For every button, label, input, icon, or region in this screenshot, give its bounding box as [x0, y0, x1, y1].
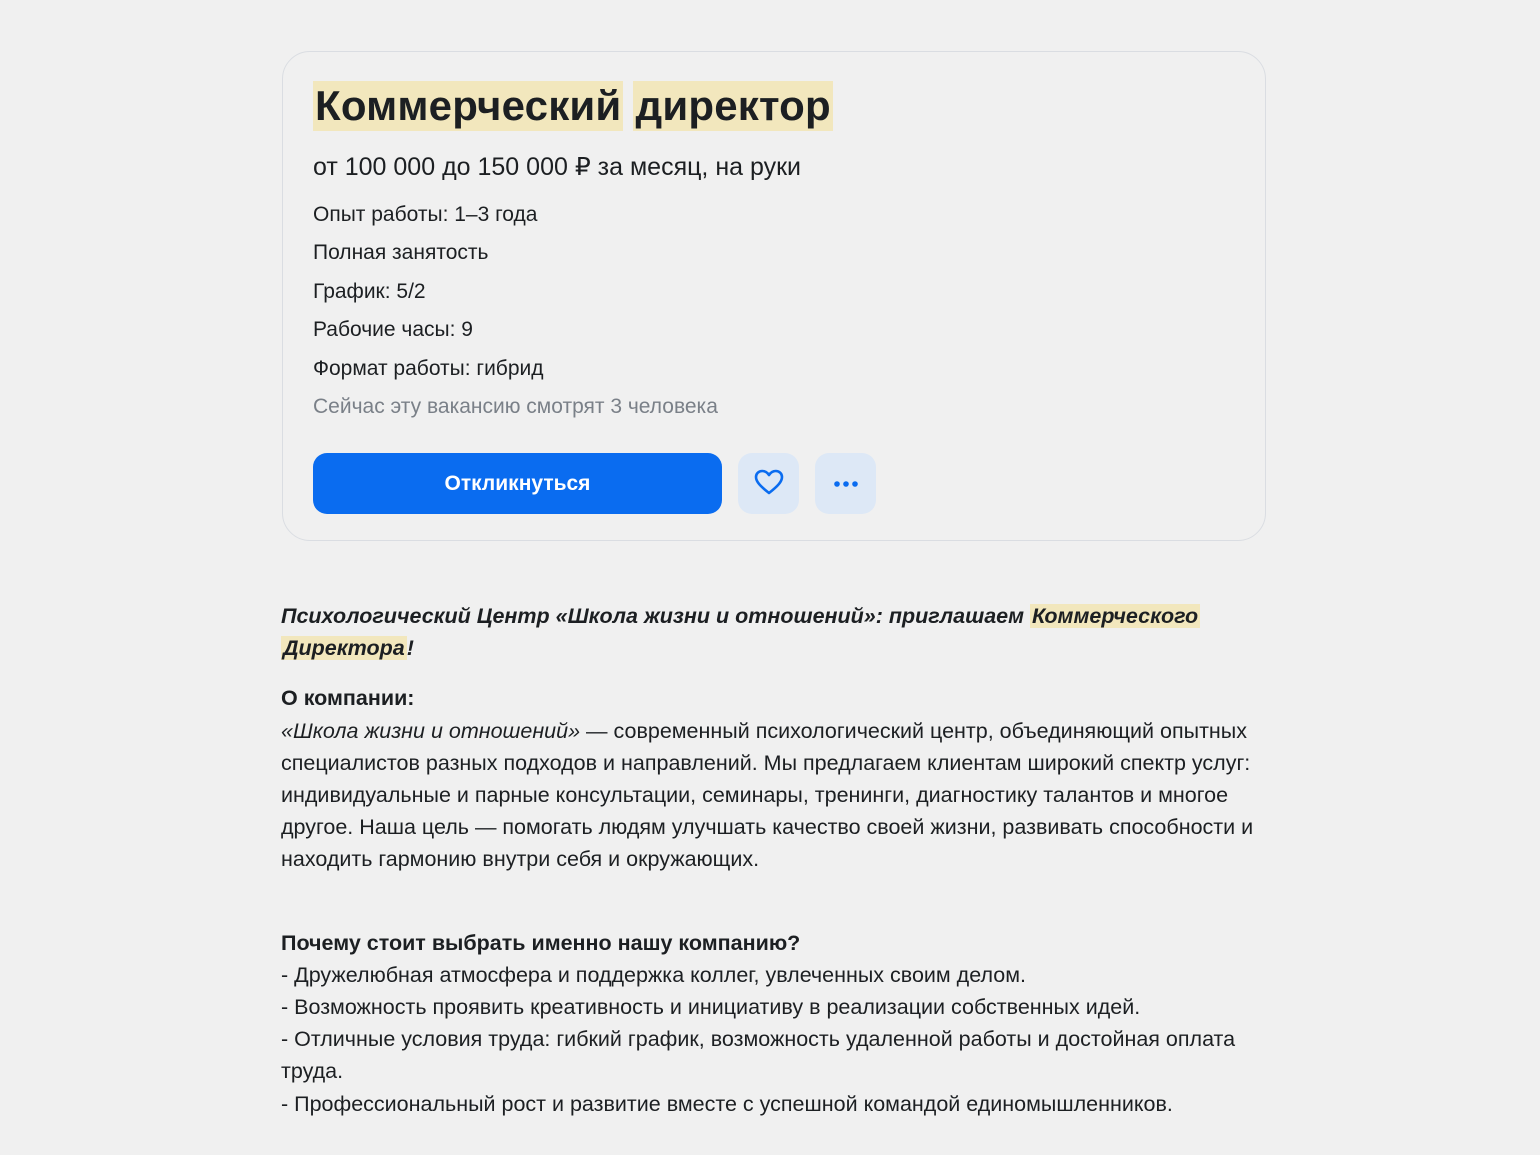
employment-type: Полная занятость: [313, 241, 489, 265]
why-section: [281, 927, 1271, 1120]
vacancy-card: [282, 51, 1266, 541]
more-dots-icon: [833, 476, 859, 491]
heart-icon: [754, 469, 784, 498]
vacancy-actions: [313, 453, 1235, 514]
list-item: - Отличные условия труда: гибкий график, возможность удаленной работы и достойная оплата труда.: [281, 1027, 1236, 1084]
why-heading: Почему стоит выбрать именно нашу компанию?: [281, 930, 801, 955]
vacancy-description: [281, 600, 1271, 1120]
list-item: - Профессиональный рост и развитие вместе с успешной командой единомышленников.: [281, 1091, 1173, 1116]
intro-highlight-1: Коммерческого: [1032, 604, 1199, 628]
vacancy-title-word-1: Коммерческий: [315, 82, 622, 129]
more-button[interactable]: [815, 453, 876, 514]
schedule: График: 5/2: [313, 279, 426, 303]
description-intro: [281, 600, 1271, 664]
intro-suffix: !: [406, 636, 414, 661]
about-text: — современный психологический центр, объединяющий опытных специалистов разных подходов и направлений. Мы предлагаем клиентам широкий спектр услуг: индивидуальные и парные консультации, семинары, тренинги, диагностику талантов и многое другое. Наша цель — помогать людям улучшать качество своей жизни, развивать способности и находить гармонию внутри себя и окружающих.: [281, 718, 1254, 872]
working-hours: Рабочие часы: 9: [313, 318, 473, 342]
vacancy-title: [313, 80, 1235, 132]
list-item: - Дружелюбная атмосфера и поддержка коллег, увлеченных своим делом.: [281, 962, 1026, 987]
about-section: [281, 682, 1271, 875]
favorite-button[interactable]: [738, 453, 799, 514]
work-format: Формат работы: гибрид: [313, 356, 544, 380]
intro-highlight-2: Директора: [283, 636, 405, 661]
experience: Опыт работы: 1–3 года: [313, 203, 538, 226]
vacancy-meta: [313, 196, 1235, 426]
intro-prefix: Психологический Центр «Школа жизни и отношений»: приглашаем: [281, 604, 1031, 628]
list-item: - Возможность проявить креативность и инициативу в реализации собственных идей.: [281, 995, 1141, 1020]
apply-button[interactable]: Откликнуться: [313, 453, 722, 514]
about-heading: О компании:: [281, 686, 415, 711]
salary: от 100 000 до 150 000 ₽ за месяц, на руки: [313, 153, 802, 181]
about-text-block: [281, 715, 1271, 876]
vacancy-title-word-2: директор: [635, 82, 831, 129]
about-company-name: «Школа жизни и отношений»: [281, 718, 581, 743]
viewers-count: Сейчас эту вакансию смотрят 3 человека: [313, 395, 718, 419]
